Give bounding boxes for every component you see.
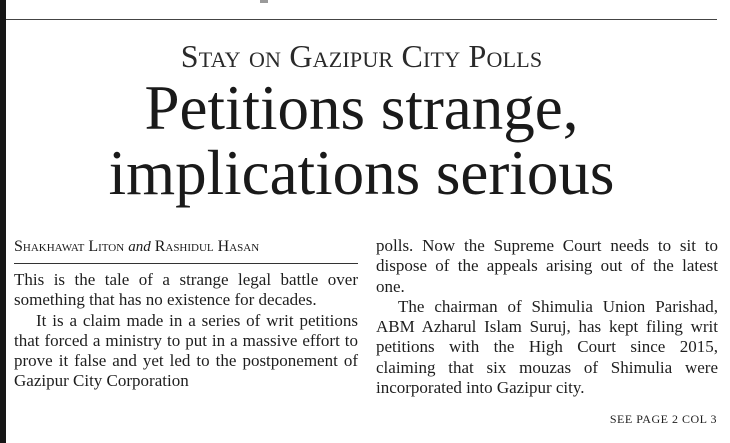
headline-line-2: implications serious <box>108 138 615 208</box>
byline-rule <box>14 263 358 264</box>
top-crop-mark <box>260 0 268 3</box>
article-paragraph: The chairman of Shimulia Union Parishad, ABM Azharul Islam Suruj, has kept filing writ petitions with the High Court since 2015, claiming that six mouzas of Shimulia were incorporated into Gazipur city. <box>376 296 718 398</box>
headline-line-1: Petitions strange, <box>144 73 579 143</box>
article-paragraph: It is a claim made in a series of writ petitions that forced a ministry to put in a massive effort to prove it false and yet led to the postponement of Gazipur City Corporation <box>14 310 358 391</box>
article-paragraph: This is the tale of a strange legal battle over something that has no existence for decades. <box>14 270 358 310</box>
byline-author-1: Shakhawat Liton <box>14 238 125 255</box>
byline-conjunction: and <box>128 239 151 255</box>
article-column-right <box>376 236 718 398</box>
continuation-jump-line: SEE PAGE 2 COL 3 <box>609 412 717 426</box>
byline <box>14 237 359 257</box>
article-paragraph: polls. Now the Supreme Court needs to sit to dispose of the appeals arising out of the latest one. <box>376 236 718 296</box>
main-headline <box>6 73 717 208</box>
byline-author-2: Rashidul Hasan <box>154 238 260 255</box>
article-column-left <box>14 270 358 392</box>
kicker-headline: Stay on Gazipur City Polls <box>180 38 543 74</box>
top-divider-rule <box>6 19 717 20</box>
